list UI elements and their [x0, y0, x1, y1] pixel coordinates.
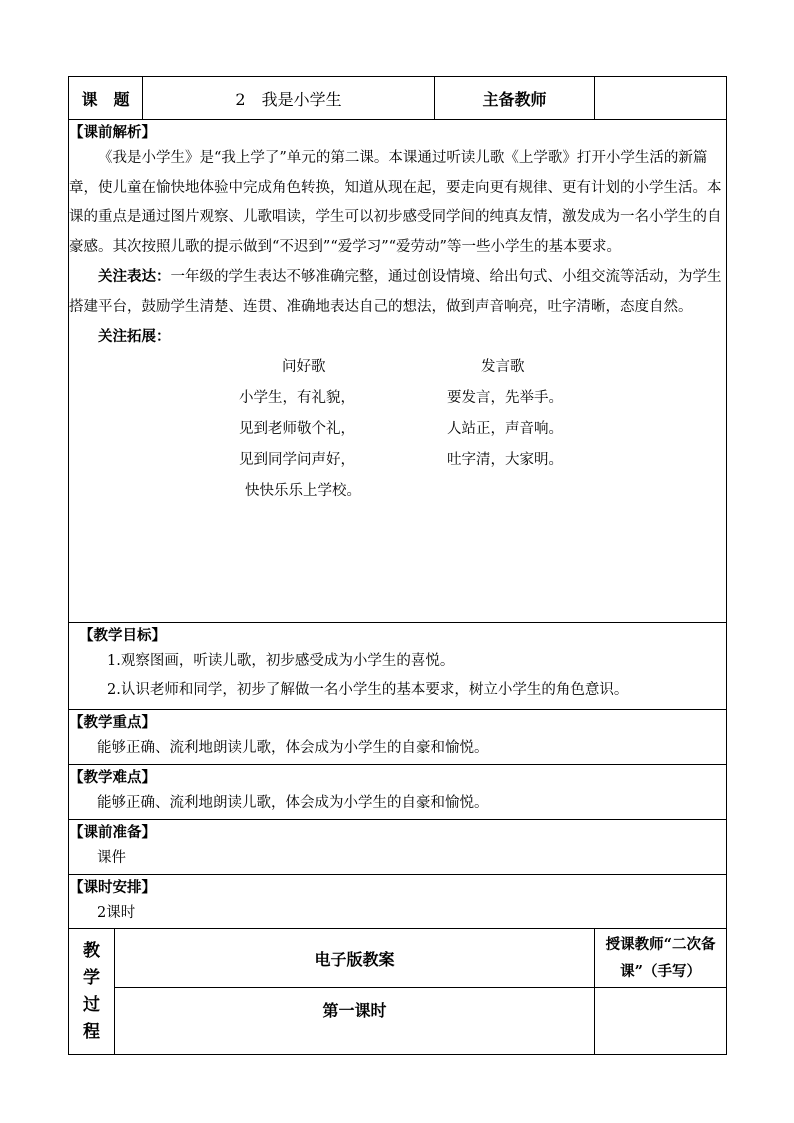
process-lesson-row — [69, 988, 727, 1055]
analysis-paragraph: 《我是小学生》是“我上学了”单元的第二课。本课通过听读儿歌《上学歌》打开小学生活的新篇章，使儿童在愉快地体验中完成角色转换，知道从现在起，要走向更有规律、更有计划的小学生活。本课的重点是通过图片观察、儿歌唱读，学生可以初步感受同学间的纯真友情，激发成为一名小学生的自豪感。其次按照儿歌的提示做到“不迟到”“爱学习”“爱劳动”等一些小学生的基本要求。 — [69, 150, 722, 255]
lesson-title — [143, 77, 435, 120]
topic-label — [69, 77, 143, 120]
key-points-text: 能够正确、流利地朗读儿歌，体会成为小学生的自豪和愉悦。 — [97, 740, 489, 756]
preparation-text: 课件 — [97, 850, 126, 866]
goal-item: 1.观察图画，听读儿歌，初步感受成为小学生的喜悦。 — [107, 653, 455, 669]
first-lesson-text: 第一课时 — [322, 1001, 387, 1020]
lesson-plan-table — [68, 76, 727, 1055]
teacher-note-text: 授课教师“二次备课”（手写） — [605, 936, 716, 980]
first-lesson-cell — [115, 988, 595, 1055]
expression-lead: 关注表达： — [98, 268, 171, 285]
preparation-title: 【课前准备】 — [69, 824, 156, 841]
song1-line: 快快乐乐上学校。 — [245, 482, 361, 499]
lesson-title-text: 2 我是小学生 — [235, 89, 342, 109]
schedule-section — [69, 875, 727, 929]
schedule-row — [69, 875, 727, 929]
song2-line: 人站正，声音响。 — [447, 420, 563, 437]
song2-line: 吐字清，大家明。 — [447, 451, 563, 468]
difficulties-row — [69, 765, 727, 820]
difficulties-section — [69, 765, 727, 820]
header-row — [69, 77, 727, 120]
process-side-char: 学 — [83, 967, 100, 988]
process-side-char: 过 — [83, 994, 100, 1015]
goals-title: 【教学目标】 — [79, 627, 166, 644]
schedule-title: 【课时安排】 — [69, 879, 156, 896]
process-side-label — [69, 929, 115, 1055]
goal-item: 2.认识老师和同学，初步了解做一名小学生的基本要求，树立小学生的角色意识。 — [107, 682, 629, 698]
song1-line: 见到同学问声好， — [239, 451, 355, 468]
goals-section — [69, 623, 727, 710]
goals-row — [69, 623, 727, 710]
key-points-section — [69, 710, 727, 765]
analysis-title: 【课前解析】 — [69, 124, 156, 141]
process-side-char: 教 — [83, 940, 100, 961]
song2-title: 发言歌 — [481, 358, 525, 375]
teacher-note-cell — [595, 988, 727, 1055]
song1-line: 见到老师敬个礼， — [239, 420, 355, 437]
process-side-char: 程 — [83, 1021, 100, 1042]
teacher-label — [435, 77, 595, 120]
electronic-plan-header — [115, 929, 595, 988]
expression-paragraph — [69, 262, 726, 322]
topic-label-text: 课 题 — [81, 89, 130, 109]
key-points-row — [69, 710, 727, 765]
electronic-plan-text: 电子版教案 — [314, 949, 395, 969]
analysis-row — [69, 120, 727, 623]
process-header-row — [69, 929, 727, 988]
songs-block — [69, 353, 726, 505]
analysis-section — [69, 120, 727, 623]
key-points-title: 【教学重点】 — [69, 714, 156, 731]
extension-lead: 关注拓展： — [98, 328, 171, 345]
song1-line: 小学生，有礼貌， — [239, 389, 355, 406]
song1-title: 问好歌 — [282, 358, 326, 375]
difficulties-title: 【教学难点】 — [69, 769, 156, 786]
extension-paragraph — [69, 322, 726, 353]
preparation-row — [69, 820, 727, 875]
teacher-note-header — [595, 929, 727, 988]
teacher-label-text: 主备教师 — [482, 89, 547, 109]
difficulties-text: 能够正确、流利地朗读儿歌，体会成为小学生的自豪和愉悦。 — [97, 795, 489, 811]
expression-text: 一年级的学生表达不够准确完整，通过创设情境、给出句式、小组交流等活动，为学生搭建平台，鼓励学生清楚、连贯、准确地表达自己的想法，做到声音响亮，吐字清晰，态度自然。 — [69, 269, 722, 315]
schedule-text: 2课时 — [97, 905, 136, 921]
preparation-section — [69, 820, 727, 875]
teacher-value — [595, 77, 727, 120]
song2-line: 要发言，先举手。 — [447, 389, 563, 406]
